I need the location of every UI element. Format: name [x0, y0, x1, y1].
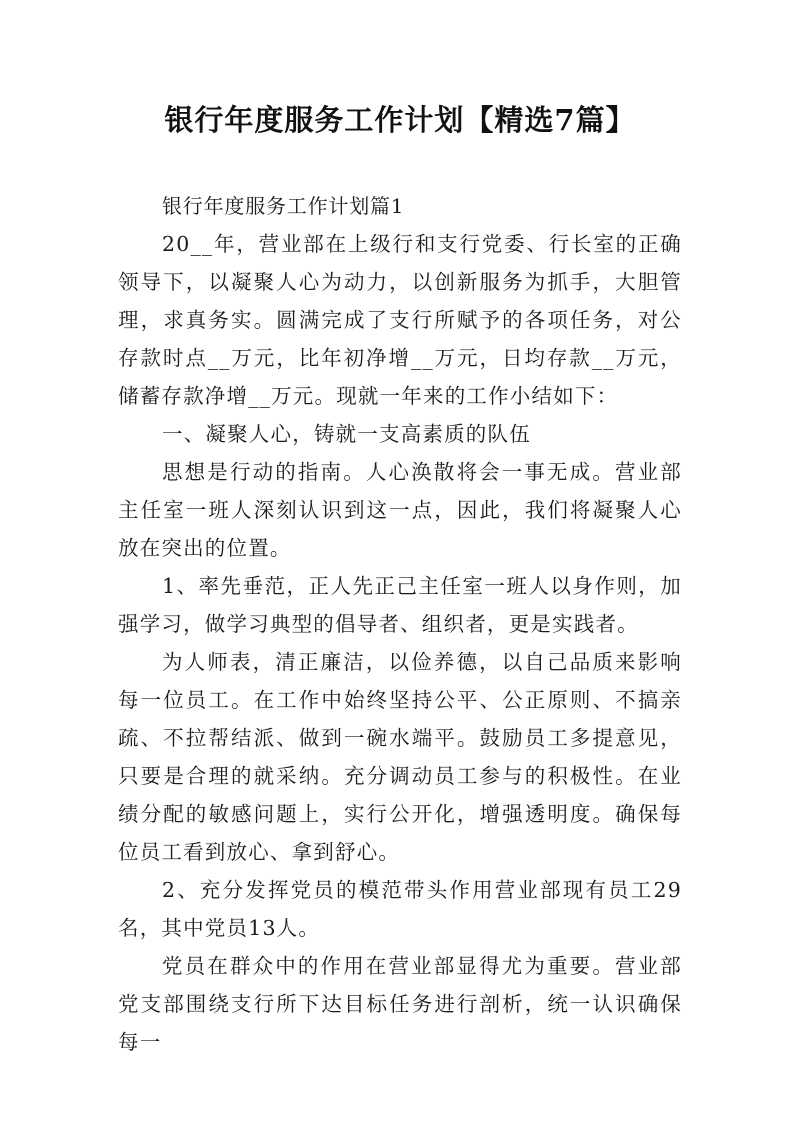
- paragraph-intro: 20__年，营业部在上级行和支行党委、行长室的正确领导下，以凝聚人心为动力，以创新服务为抓手，大胆管理，求真务实。圆满完成了支行所赋予的各项任务，对公存款时点__万元，比年初净增__万元，日均存款__万元，储蓄存款净增__万元。现就一年来的工作小结如下：: [118, 232, 682, 408]
- paragraph-party-members: 党员在群众中的作用在营业部显得尤为重要。营业部党支部围绕支行所下达目标任务进行剖析，统一认识确保每一: [118, 954, 682, 1054]
- paragraph-item-2: 2、充分发挥党员的模范带头作用营业部现有员工29名，其中党员13人。: [118, 878, 682, 940]
- paragraph-heading-1: 一、凝聚人心，铸就一支高素质的队伍: [162, 422, 531, 446]
- paragraph-role-model: 为人师表，清正廉洁，以俭养德，以自己品质来影响每一位员工。在工作中始终坚持公平、公正原则、不搞亲疏、不拉帮结派、做到一碗水端平。鼓励员工多提意见，只要是合理的就采纳。充分调动员工参与的积极性。在业绩分配的敏感问题上，实行公开化，增强透明度。确保每位员工看到放心、拿到舒心。: [118, 650, 682, 864]
- paragraph-item-1: 1、率先垂范，正人先正己主任室一班人以身作则，加强学习，做学习典型的倡导者、组织者，更是实践者。: [118, 574, 682, 636]
- paragraph-thought: 思想是行动的指南。人心涣散将会一事无成。营业部主任室一班人深刻认识到这一点，因此，我们将凝聚人心放在突出的位置。: [118, 460, 682, 560]
- section-heading: 银行年度服务工作计划篇1: [162, 194, 405, 218]
- document-title: 银行年度服务工作计划【精选7篇】: [164, 103, 636, 137]
